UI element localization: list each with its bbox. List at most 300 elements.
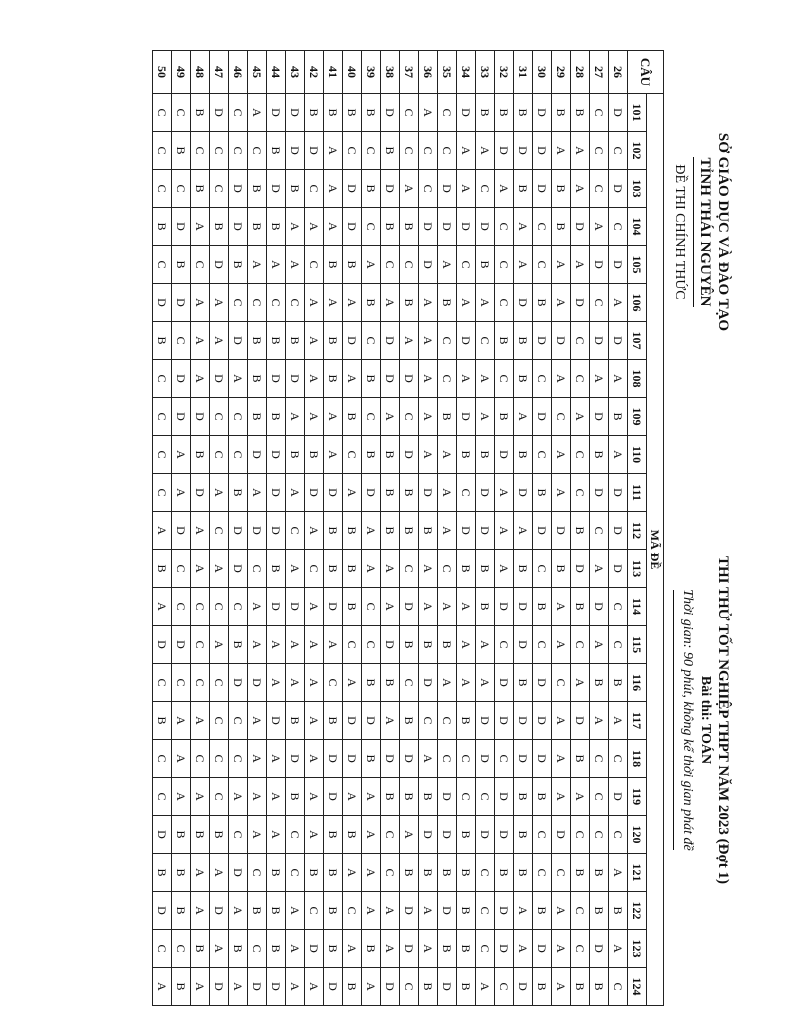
answer-cell: C xyxy=(590,132,609,170)
answer-cell: D xyxy=(210,892,229,930)
table-row xyxy=(343,51,362,1006)
answer-cell: D xyxy=(590,474,609,512)
answer-cell: C xyxy=(210,664,229,702)
answer-cell: D xyxy=(495,664,514,702)
answer-cell: D xyxy=(229,208,248,246)
exam-code-114: 114 xyxy=(628,588,647,626)
answer-cell: D xyxy=(172,360,191,398)
answer-cell: A xyxy=(571,398,590,436)
answer-cell: B xyxy=(343,398,362,436)
answer-cell: A xyxy=(248,246,267,284)
answer-cell: A xyxy=(438,588,457,626)
answer-cell: C xyxy=(590,778,609,816)
answer-cell: D xyxy=(324,968,343,1006)
answer-cell: D xyxy=(324,778,343,816)
answer-cell: D xyxy=(533,170,552,208)
answer-cell: D xyxy=(305,474,324,512)
answer-cell: A xyxy=(362,778,381,816)
answer-cell: A xyxy=(609,360,628,398)
answer-cell: C xyxy=(229,436,248,474)
question-number: 33 xyxy=(476,51,495,94)
answer-cell: C xyxy=(153,398,172,436)
answer-cell: A xyxy=(191,550,210,588)
answer-cell: B xyxy=(552,94,571,132)
answer-cell: B xyxy=(552,170,571,208)
answer-cell: B xyxy=(267,892,286,930)
answer-cell: C xyxy=(229,702,248,740)
exam-code-102: 102 xyxy=(628,132,647,170)
answer-cell: B xyxy=(457,702,476,740)
answer-cell: D xyxy=(438,968,457,1006)
exam-code-119: 119 xyxy=(628,778,647,816)
question-number: 44 xyxy=(267,51,286,94)
answer-cell: B xyxy=(419,626,438,664)
answer-cell: A xyxy=(381,702,400,740)
answer-cell: D xyxy=(533,398,552,436)
answer-cell: A xyxy=(305,360,324,398)
answer-cell: B xyxy=(457,550,476,588)
answer-cell: C xyxy=(476,930,495,968)
answer-cell: A xyxy=(552,284,571,322)
answer-cell: B xyxy=(324,512,343,550)
answer-cell: B xyxy=(210,816,229,854)
answer-cell: C xyxy=(609,132,628,170)
answer-cell: B xyxy=(267,132,286,170)
answer-cell: B xyxy=(229,474,248,512)
answer-cell: A xyxy=(476,664,495,702)
answer-cell: B xyxy=(533,778,552,816)
answer-cell: C xyxy=(153,246,172,284)
answer-cell: A xyxy=(419,740,438,778)
answer-cell: A xyxy=(419,94,438,132)
answer-cell: A xyxy=(457,664,476,702)
answer-cell: D xyxy=(153,284,172,322)
answer-cell: C xyxy=(590,740,609,778)
answer-cell: C xyxy=(153,170,172,208)
answer-cell: B xyxy=(590,664,609,702)
answer-cell: A xyxy=(476,284,495,322)
answer-cell: D xyxy=(514,474,533,512)
answer-cell: A xyxy=(210,322,229,360)
answer-cell: A xyxy=(476,132,495,170)
answer-cell: D xyxy=(571,702,590,740)
answer-cell: B xyxy=(514,550,533,588)
answer-cell: C xyxy=(609,816,628,854)
answer-cell: B xyxy=(419,512,438,550)
table-row xyxy=(609,51,628,1006)
answer-cell: A xyxy=(571,132,590,170)
answer-cell: D xyxy=(552,816,571,854)
answer-cell: A xyxy=(514,930,533,968)
answer-cell: B xyxy=(438,854,457,892)
answer-cell: B xyxy=(571,968,590,1006)
answer-cell: C xyxy=(229,94,248,132)
header-divider xyxy=(693,157,694,307)
answer-cell: A xyxy=(457,170,476,208)
answer-cell: B xyxy=(305,854,324,892)
answer-cell: A xyxy=(362,892,381,930)
answer-cell: A xyxy=(609,854,628,892)
answer-cell: B xyxy=(533,474,552,512)
answer-cell: C xyxy=(571,930,590,968)
answer-cell: C xyxy=(153,930,172,968)
answer-cell: A xyxy=(438,474,457,512)
answer-cell: B xyxy=(457,816,476,854)
answer-cell: A xyxy=(609,284,628,322)
answer-cell: B xyxy=(381,208,400,246)
answer-cell: D xyxy=(343,322,362,360)
answer-cell: C xyxy=(343,132,362,170)
answer-cell: C xyxy=(248,550,267,588)
answer-cell: B xyxy=(419,854,438,892)
answer-cell: A xyxy=(381,398,400,436)
answer-cell: D xyxy=(172,626,191,664)
answer-cell: C xyxy=(381,816,400,854)
answer-cell: B xyxy=(400,626,419,664)
answer-cell: B xyxy=(343,246,362,284)
answer-cell: C xyxy=(457,778,476,816)
answer-cell: A xyxy=(552,246,571,284)
answer-cell: B xyxy=(457,930,476,968)
table-row xyxy=(552,51,571,1006)
answer-cell: A xyxy=(248,702,267,740)
answer-cell: C xyxy=(305,892,324,930)
answer-cell: D xyxy=(343,170,362,208)
exam-code-103: 103 xyxy=(628,170,647,208)
exam-code-118: 118 xyxy=(628,740,647,778)
answer-cell: D xyxy=(438,170,457,208)
answer-cell: C xyxy=(153,474,172,512)
question-number: 48 xyxy=(191,51,210,94)
answer-cell: C xyxy=(153,360,172,398)
answer-cell: A xyxy=(248,626,267,664)
answer-cell: A xyxy=(400,816,419,854)
answer-cell: A xyxy=(191,322,210,360)
answer-cell: A xyxy=(191,892,210,930)
answer-cell: B xyxy=(324,246,343,284)
answer-cell: C xyxy=(248,132,267,170)
answer-cell: A xyxy=(552,968,571,1006)
exam-code-header: MÃ ĐỀ xyxy=(647,94,664,1006)
question-number: 45 xyxy=(248,51,267,94)
question-number: 36 xyxy=(419,51,438,94)
answer-cell: C xyxy=(343,892,362,930)
answer-cell: A xyxy=(210,626,229,664)
answer-cell: D xyxy=(609,474,628,512)
answer-cell: D xyxy=(172,398,191,436)
answer-cell: C xyxy=(495,968,514,1006)
answer-cell: A xyxy=(419,322,438,360)
answer-cell: C xyxy=(172,588,191,626)
answer-cell: A xyxy=(286,208,305,246)
answer-cell: C xyxy=(172,170,191,208)
answer-cell: C xyxy=(191,740,210,778)
answer-cell: C xyxy=(362,132,381,170)
answer-cell: B xyxy=(172,892,191,930)
answer-cell: D xyxy=(286,94,305,132)
answer-cell: B xyxy=(457,436,476,474)
table-row xyxy=(305,51,324,1006)
answer-cell: D xyxy=(362,474,381,512)
answer-cell: B xyxy=(267,208,286,246)
answer-cell: A xyxy=(362,512,381,550)
answer-cell: A xyxy=(172,436,191,474)
answer-cell: C xyxy=(571,322,590,360)
answer-cell: A xyxy=(267,626,286,664)
answer-cell: B xyxy=(400,778,419,816)
answer-cell: C xyxy=(153,436,172,474)
department-header xyxy=(671,52,732,412)
answer-cell: D xyxy=(476,702,495,740)
answer-cell: B xyxy=(533,892,552,930)
answer-cell: A xyxy=(419,398,438,436)
answer-cell: B xyxy=(324,892,343,930)
answer-cell: B xyxy=(438,398,457,436)
answer-cell: B xyxy=(362,930,381,968)
answer-cell: B xyxy=(286,436,305,474)
answer-cell: A xyxy=(229,778,248,816)
answer-cell: D xyxy=(590,398,609,436)
answer-cell: C xyxy=(438,132,457,170)
answer-cell: B xyxy=(590,854,609,892)
answer-cell: C xyxy=(571,436,590,474)
exam-duration: Thời gian: 90 phút, không kể thời gian phát đề xyxy=(680,589,695,851)
answer-cell: B xyxy=(343,588,362,626)
answer-cell: B xyxy=(457,854,476,892)
answer-cell: C xyxy=(172,322,191,360)
answer-cell: D xyxy=(191,398,210,436)
answer-cell: D xyxy=(381,170,400,208)
answer-cell: D xyxy=(476,512,495,550)
answer-cell: A xyxy=(400,170,419,208)
answer-cell: B xyxy=(400,854,419,892)
answer-cell: A xyxy=(514,512,533,550)
answer-cell: C xyxy=(533,208,552,246)
answer-cell: D xyxy=(438,892,457,930)
answer-cell: D xyxy=(495,930,514,968)
answer-cell: A xyxy=(248,474,267,512)
answer-cell: C xyxy=(229,588,248,626)
answer-cell: A xyxy=(343,664,362,702)
answer-cell: D xyxy=(476,208,495,246)
exam-code-112: 112 xyxy=(628,512,647,550)
answer-cell: B xyxy=(533,588,552,626)
answer-cell: C xyxy=(400,398,419,436)
answer-cell: B xyxy=(571,854,590,892)
answer-cell: B xyxy=(381,436,400,474)
answer-cell: A xyxy=(286,474,305,512)
answer-cell: A xyxy=(324,626,343,664)
answer-cell: C xyxy=(609,588,628,626)
answer-cell: A xyxy=(229,892,248,930)
answer-cell: A xyxy=(571,170,590,208)
answer-cell: B xyxy=(172,132,191,170)
question-number: 28 xyxy=(571,51,590,94)
answer-cell: B xyxy=(362,436,381,474)
answer-cell: C xyxy=(153,778,172,816)
answer-cell: C xyxy=(229,740,248,778)
answer-cell: A xyxy=(362,816,381,854)
answer-cell: A xyxy=(362,968,381,1006)
answer-cell: B xyxy=(153,854,172,892)
answer-cell: B xyxy=(476,94,495,132)
answer-cell: D xyxy=(457,94,476,132)
answer-cell: B xyxy=(590,892,609,930)
exam-code-108: 108 xyxy=(628,360,647,398)
question-number: 40 xyxy=(343,51,362,94)
answer-cell: A xyxy=(286,892,305,930)
answer-cell: D xyxy=(533,930,552,968)
answer-cell: A xyxy=(419,284,438,322)
answer-cell: A xyxy=(419,436,438,474)
answer-cell: A xyxy=(457,284,476,322)
answer-cell: C xyxy=(229,132,248,170)
answer-cell: D xyxy=(438,816,457,854)
table-row xyxy=(210,51,229,1006)
answer-cell: A xyxy=(457,132,476,170)
answer-cell: A xyxy=(210,550,229,588)
answer-cell: B xyxy=(514,322,533,360)
answer-cell: C xyxy=(552,854,571,892)
answer-cell: B xyxy=(172,968,191,1006)
answer-cell: A xyxy=(590,360,609,398)
answer-cell: C xyxy=(210,512,229,550)
answer-cell: A xyxy=(210,854,229,892)
answer-cell: D xyxy=(590,930,609,968)
table-row xyxy=(229,51,248,1006)
answer-cell: A xyxy=(419,360,438,398)
answer-cell: A xyxy=(343,474,362,512)
table-row xyxy=(400,51,419,1006)
answer-cell: B xyxy=(362,94,381,132)
answer-cell: A xyxy=(362,854,381,892)
answer-cell: C xyxy=(305,550,324,588)
exam-code-109: 109 xyxy=(628,398,647,436)
answer-cell: A xyxy=(438,246,457,284)
exam-title: THI THỬ TỐT NGHIỆP THPT NĂM 2023 (Đợt 1) xyxy=(715,555,731,885)
answer-cell: B xyxy=(552,208,571,246)
answer-cell: B xyxy=(267,398,286,436)
answer-cell: B xyxy=(514,854,533,892)
answer-cell: D xyxy=(267,474,286,512)
answer-cell: D xyxy=(267,94,286,132)
answer-cell: C xyxy=(191,588,210,626)
answer-cell: B xyxy=(381,664,400,702)
answer-cell: D xyxy=(286,740,305,778)
answer-cell: D xyxy=(267,702,286,740)
answer-cell: B xyxy=(172,854,191,892)
answer-cell: A xyxy=(552,930,571,968)
answer-cell: A xyxy=(248,94,267,132)
answer-cell: D xyxy=(457,322,476,360)
table-row xyxy=(324,51,343,1006)
answer-cell: B xyxy=(438,284,457,322)
answer-cell: C xyxy=(590,94,609,132)
answer-cell: D xyxy=(476,816,495,854)
answer-cell: D xyxy=(419,664,438,702)
answer-cell: B xyxy=(286,170,305,208)
exam-code-121: 121 xyxy=(628,854,647,892)
answer-cell: B xyxy=(419,778,438,816)
answer-cell: D xyxy=(324,474,343,512)
answer-cell: B xyxy=(153,208,172,246)
answer-cell: C xyxy=(172,550,191,588)
question-number: 30 xyxy=(533,51,552,94)
question-number: 34 xyxy=(457,51,476,94)
answer-cell: D xyxy=(381,740,400,778)
answer-cell: A xyxy=(210,474,229,512)
answer-cell: C xyxy=(191,246,210,284)
answer-cell: B xyxy=(153,550,172,588)
answer-cell: B xyxy=(476,550,495,588)
department-name: SỞ GIÁO DỤC VÀ ĐÀO TẠO xyxy=(715,132,731,332)
answer-cell: D xyxy=(514,132,533,170)
answer-cell: A xyxy=(419,550,438,588)
answer-cell: D xyxy=(533,512,552,550)
answer-cell: B xyxy=(381,474,400,512)
answer-cell: D xyxy=(419,816,438,854)
answer-cell: D xyxy=(210,968,229,1006)
answer-cell: A xyxy=(153,512,172,550)
answer-cell: C xyxy=(571,474,590,512)
answer-cell: C xyxy=(210,702,229,740)
answer-cell: A xyxy=(609,930,628,968)
answer-cell: A xyxy=(286,626,305,664)
answer-cell: B xyxy=(267,550,286,588)
exam-code-110: 110 xyxy=(628,436,647,474)
answer-cell: D xyxy=(438,778,457,816)
answer-cell: C xyxy=(362,322,381,360)
answer-cell: A xyxy=(381,550,400,588)
answer-cell: D xyxy=(267,360,286,398)
answer-cell: D xyxy=(571,208,590,246)
answer-cell: C xyxy=(210,170,229,208)
answer-cell: A xyxy=(191,360,210,398)
answer-cell: D xyxy=(210,94,229,132)
answer-cell: A xyxy=(267,740,286,778)
table-row xyxy=(495,51,514,1006)
answer-cell: C xyxy=(267,284,286,322)
answer-cell: D xyxy=(210,360,229,398)
table-row xyxy=(267,51,286,1006)
answer-cell: B xyxy=(438,626,457,664)
answer-cell: D xyxy=(172,512,191,550)
answer-cell: D xyxy=(248,436,267,474)
answer-cell: A xyxy=(305,740,324,778)
answer-cell: A xyxy=(514,892,533,930)
table-row xyxy=(457,51,476,1006)
answer-cell: B xyxy=(324,816,343,854)
answer-cell: B xyxy=(571,588,590,626)
answer-cell: B xyxy=(172,816,191,854)
exam-code-row xyxy=(628,51,647,1006)
answer-cell: A xyxy=(552,740,571,778)
answer-cell: B xyxy=(305,436,324,474)
answer-cell: D xyxy=(552,512,571,550)
answer-cell: C xyxy=(210,740,229,778)
answer-cell: D xyxy=(514,284,533,322)
answer-cell: C xyxy=(495,740,514,778)
answer-cell: D xyxy=(229,322,248,360)
answer-cell: D xyxy=(609,512,628,550)
answer-cell: A xyxy=(191,778,210,816)
answer-cell: D xyxy=(305,132,324,170)
answer-cell: A xyxy=(305,626,324,664)
answer-cell: D xyxy=(343,208,362,246)
answer-cell: B xyxy=(362,170,381,208)
answer-cell: D xyxy=(609,550,628,588)
answer-cell: A xyxy=(191,702,210,740)
